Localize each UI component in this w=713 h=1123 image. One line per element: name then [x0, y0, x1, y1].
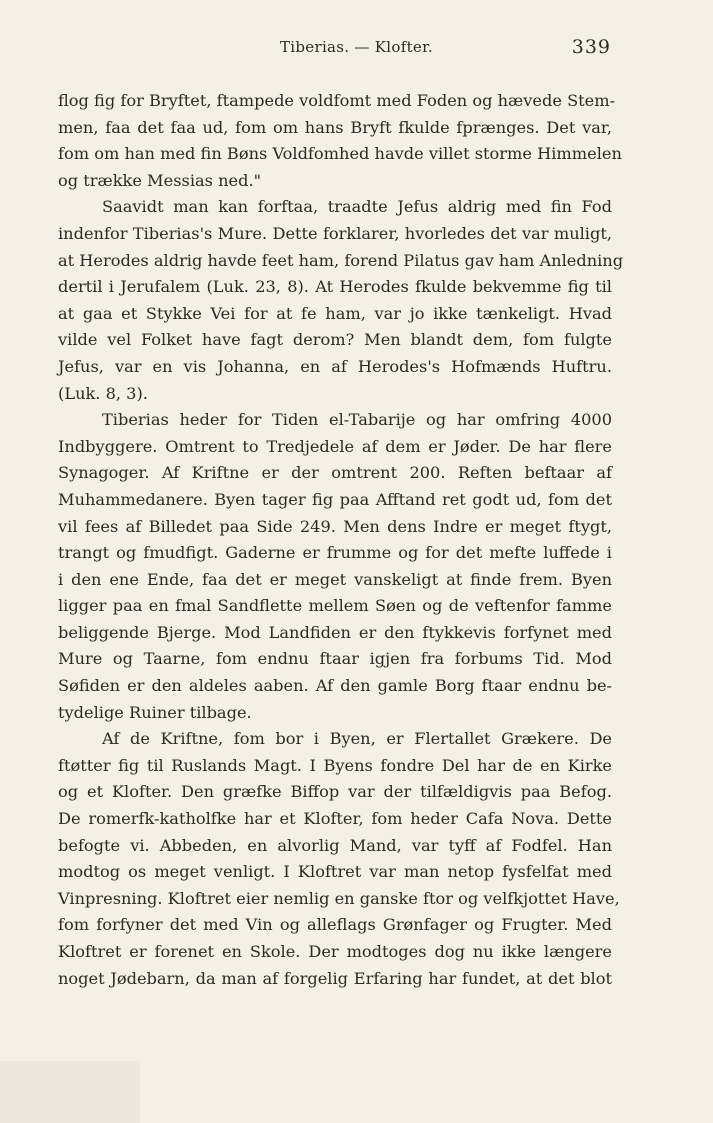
text-line: og trække Messias ned." [58, 170, 262, 190]
text-line: noget Jødebarn, da man af forgelig Erfaring har fundet, at det blot [58, 968, 612, 988]
text-line: Synagoger. Af Kriftne er der omtrent 200. Reften beftaar af [58, 463, 612, 483]
text-line: Af de Kriftne, fom bor i Byen, er Flertallet Grækere. De [102, 729, 612, 749]
text-line: Tiberias heder for Tiden el-Tabarije og har omfring 4000 [102, 410, 612, 430]
text-line: De romerfk-katholfke har et Klofter, fom heder Cafa Nova. Dette [58, 809, 612, 829]
text-line: vil fees af Billedet paa Side 249. Men dens Indre er meget ftygt, [58, 516, 612, 536]
text-line: fom om han med fin Bøns Voldfomhed havde villet storme Himmelen [58, 144, 622, 164]
page-number: 339 [571, 36, 611, 58]
text-line: befogte vi. Abbeden, en alvorlig Mand, var tyff af Fodfel. Han [58, 835, 612, 855]
text-line: og et Klofter. Den græfke Biffop var der tilfældigvis paa Befog. [58, 782, 612, 802]
text-line: Mure og Taarne, fom endnu ftaar igjen fra forbums Tid. Mod [58, 649, 612, 669]
text-line: fom forfyner det med Vin og alleflags Grønfager og Frugter. Med [58, 915, 612, 935]
text-line: flog fig for Bryftet, ftampede voldfomt med Foden og hævede Stem- [58, 91, 616, 110]
text-line: Muhammedanere. Byen tager fig paa Afftand ret godt ud, fom det [58, 489, 612, 509]
text-line: dertil i Jerufalem (Luk. 23, 8). At Herodes fkulde bekvemme fig til [58, 277, 612, 297]
running-head: Tiberias. — Klofter. [280, 38, 433, 56]
text-line: Jefus, var en vis Johanna, en af Herodes's Hofmænds Huftru. [58, 356, 612, 376]
text-line: Søfiden er den aldeles aaben. Af den gamle Borg ftaar endnu be- [58, 676, 612, 696]
text-line: ftøtter fig til Ruslands Magt. I Byens fondre Del har de en Kirke [58, 755, 612, 775]
text-line: Kloftret er forenet en Skole. Der modtoges dog nu ikke længere [58, 942, 612, 961]
text-line: modtog os meget venligt. I Kloftret var man netop fysfelfat med [58, 862, 612, 882]
text-line: indenfor Tiberias's Mure. Dette forklarer, hvorledes det var muligt, [58, 223, 612, 243]
text-line: Saavidt man kan forftaa, traadte Jefus aldrig med fin Fod [102, 197, 612, 217]
page-corner-shading [0, 1061, 140, 1123]
text-line: beliggende Bjerge. Mod Landfiden er den ftykkevis forfynet med [58, 622, 612, 642]
text-line: men, faa det faa ud, fom om hans Bryft fkulde fprænges. Det var, [58, 117, 612, 137]
text-line: ligger paa en fmal Sandflette mellem Søen og de veftenfor famme [58, 596, 612, 616]
text-line: trangt og fmudfigt. Gaderne er frumme og for det mefte luffede i [58, 543, 612, 563]
text-line: i den ene Ende, faa det er meget vanskeligt at finde frem. Byen [58, 569, 612, 589]
text-line: at Herodes aldrig havde feet ham, forend Pilatus gav ham Anledning [58, 250, 624, 270]
text-line: tydelige Ruiner tilbage. [58, 702, 252, 722]
body-text [58, 88, 624, 992]
page-header [0, 34, 713, 64]
text-line: vilde vel Folket have fagt derom? Men blandt dem, fom fulgte [58, 330, 612, 350]
text-line: Indbyggere. Omtrent to Tredjedele af dem er Jøder. De har flere [58, 436, 612, 456]
text-line: Vinpresning. Kloftret eier nemlig en ganske ftor og velfkjottet Have, [58, 888, 620, 908]
text-line: (Luk. 8, 3). [58, 383, 148, 403]
text-line: at gaa et Stykke Vei for at fe ham, var jo ikke tænkeligt. Hvad [58, 303, 612, 323]
